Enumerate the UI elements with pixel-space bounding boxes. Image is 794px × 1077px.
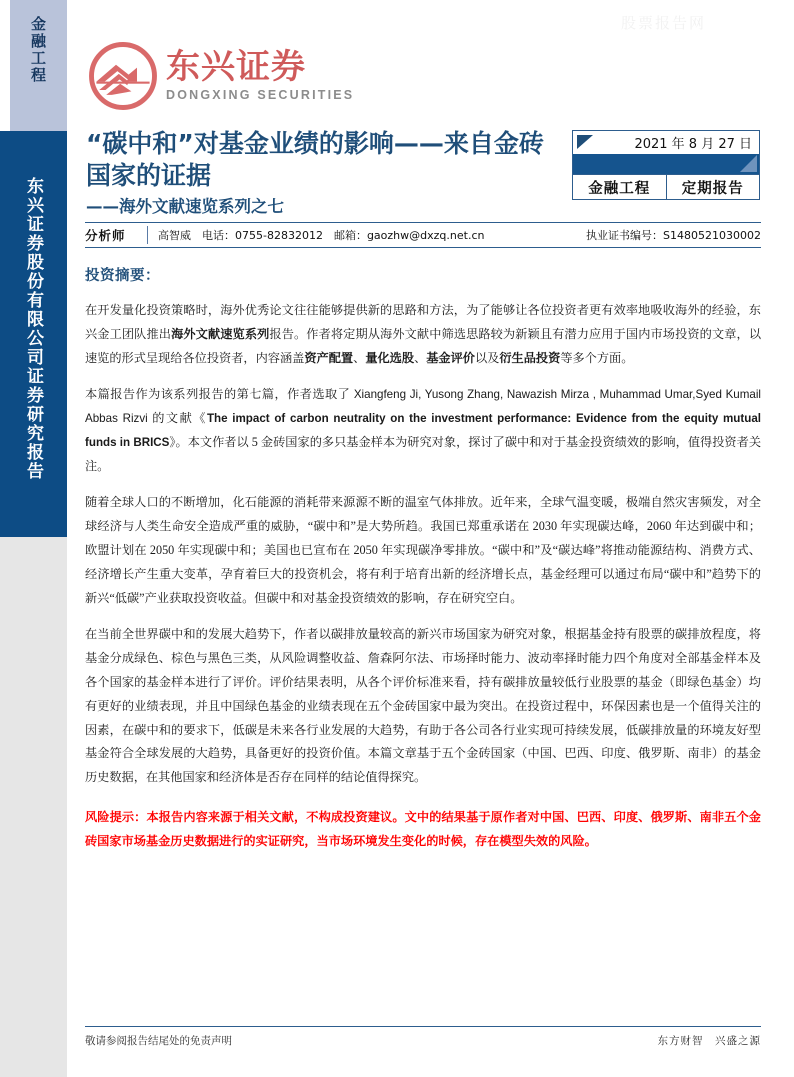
sidebar-vertical-label: 东兴证券股份有限公司证券研究报告 [23, 177, 43, 481]
summary-paragraph [85, 491, 761, 610]
investment-summary-section [85, 264, 761, 853]
page-watermark: 股票报告网 [620, 14, 706, 32]
paragraph-run: 在当前全世界碳中和的发展大趋势下，作者以碳排放量较高的新兴市场国家为研究对象，根据基金持有股票的碳排放程度，将基金分成绿色、棕色与黑色三类，从风险调整收益、詹森阿尔法、市场择时能力、波动率择时能力四个角度对全部基金样本及各个国家的基金样本进行了评价。评价结果表明，从各个评价标准来看，持有碳排放量较低行业股票的基金（即绿色基金）均有更好的业绩表现，并且中国绿色基金的业绩表现在五个金砖国家中最为突出。在投资过程中，环保因素也是一个值得关注的因素，在碳中和的要求下，低碳是未来各行业发展的大趋势，有助于各公司各行业实现可持续发展，低碳排放量的环境友好型基金符合全球发展的大趋势，具备更好的投资价值。本篇文章基于五个金砖国家（中国、巴西、印度、俄罗斯、南非）的基金历史数据，在其他国家和经济体是否存在同样的结论值得探究。 [85, 627, 761, 785]
sidebar-top-band [10, 0, 67, 131]
report-tag-row [572, 174, 760, 200]
page-subtitle: ——海外文献速览系列之七 [86, 197, 284, 216]
risk-warning-text: 风险提示：本报告内容来源于相关文献，不构成投资建议。文中的结果基于原作者对中国、巴西、印度、俄罗斯、南非五个金砖国家市场基金历史数据进行的实证研究，当市场环境发生变化的时候，存在模型失效的风险。 [85, 809, 761, 848]
paragraph-run: 资产配置 [304, 350, 354, 365]
logo-wordmark [166, 46, 355, 103]
dongxing-logo-icon [88, 41, 158, 111]
sidebar-blue-band [0, 131, 67, 537]
tag-category: 金融工程 [588, 180, 651, 197]
paragraph-run: 的文献《 [147, 411, 207, 426]
page-title: “碳中和”对基金业绩的影响——来自金砖国家的证据 [86, 129, 544, 190]
paragraph-run: Xiangfeng Ji, Yusong Zhang, Nawazish Mirza , Muhammad Umar,Syed Kumail Abbas Rizvi [85, 388, 762, 426]
left-sidebar [0, 0, 67, 1077]
paragraph-run: 本篇报告作为该系列报告的第七篇，作者选取了 [85, 387, 354, 402]
footer-slogan: 东方财智 兴盛之源 [657, 1036, 761, 1047]
analyst-bar [85, 222, 761, 248]
analyst-certificate-number: 执业证书编号：S1480521030002 [586, 229, 761, 242]
summary-paragraph-list [85, 299, 761, 790]
footer-row [85, 1027, 761, 1048]
summary-paragraph [85, 623, 761, 789]
page-footer [85, 1026, 761, 1048]
triangle-marker-icon [577, 135, 593, 149]
paragraph-run: 等多个方面。 [560, 350, 634, 365]
paragraph-run: 海外文献速览系列 [171, 326, 270, 341]
report-accent-bar [572, 154, 760, 174]
analyst-label: 分析师 [85, 228, 126, 243]
paragraph-run: The impact of carbon neutrality on the investment performance: Evidence from the equity mutual funds in BRICS [85, 412, 761, 449]
paragraph-run: 以及 [475, 350, 500, 365]
logo-english-name: DONGXING SECURITIES [166, 88, 355, 103]
title-area [86, 128, 556, 217]
sidebar-top-label: 金融工程 [29, 16, 47, 84]
report-date-row [572, 130, 760, 154]
summary-heading: 投资摘要： [85, 268, 160, 284]
paragraph-run: 量化选股 [365, 350, 415, 365]
paragraph-run: 》。本文作者以 5 金砖国家的多只基金样本为研究对象，探讨了碳中和对于基金投资绩效的影响，值得投资者关注。 [85, 434, 762, 473]
company-logo [88, 36, 354, 116]
sidebar-gray-band [0, 537, 67, 1077]
paragraph-run: 、 [353, 350, 366, 365]
paragraph-run: 报告。作者将定期从海外文献中筛选思路较为新颖且有潜力应用于国内市场投资的文章，以速览的形式呈现给各位投资者，内容涵盖 [85, 326, 762, 365]
tag-type: 定期报告 [666, 175, 760, 199]
report-meta-box [572, 130, 760, 200]
report-date: 2021 年 8 月 27 日 [634, 137, 752, 152]
footer-disclaimer-note: 敬请参阅报告结尾处的免责声明 [85, 1036, 232, 1047]
logo-chinese-name: 东兴证券 [166, 46, 306, 87]
paragraph-run: 、 [414, 350, 427, 365]
summary-paragraph [85, 383, 761, 478]
triangle-accent-icon [740, 155, 757, 172]
paragraph-run: 在开发量化投资策略时，海外优秀论文往往能够提供新的思路和方法，为了能够让各位投资者更有效率地吸收海外的经验，东兴金工团队推出 [85, 303, 761, 341]
paragraph-run: 随着全球人口的不断增加，化石能源的消耗带来源源不断的温室气体排放。近年来，全球气温变暖，极端自然灾害频发，对全球经济与人类生命安全造成严重的威胁，“碳中和”是大势所趋。我国已郑重承诺在 2030 年实现碳达峰，2060 年达到碳中和；欧盟计划在 2050 年实现碳中和；美国也已宣布在 2050 年实现碳净零排放。“碳中和”及“碳达峰”将推动能源结构、消费方式、经济增长产生重大变革，孕育着巨大的投资机会，将有利于培育出新的经济增长点，基金经理可以通过布局“碳中和”趋势下的新兴“低碳”产业获取投资收益。但碳中和对基金投资绩效的影响，存在研究空白。 [85, 495, 761, 605]
summary-paragraph [85, 299, 761, 370]
paragraph-run: 基金评价 [426, 350, 475, 365]
analyst-contact-info: 高智威 电话：0755-82832012 邮箱：gaozhw@dxzq.net.cn [158, 229, 485, 242]
paragraph-run: 衍生品投资 [499, 350, 561, 365]
